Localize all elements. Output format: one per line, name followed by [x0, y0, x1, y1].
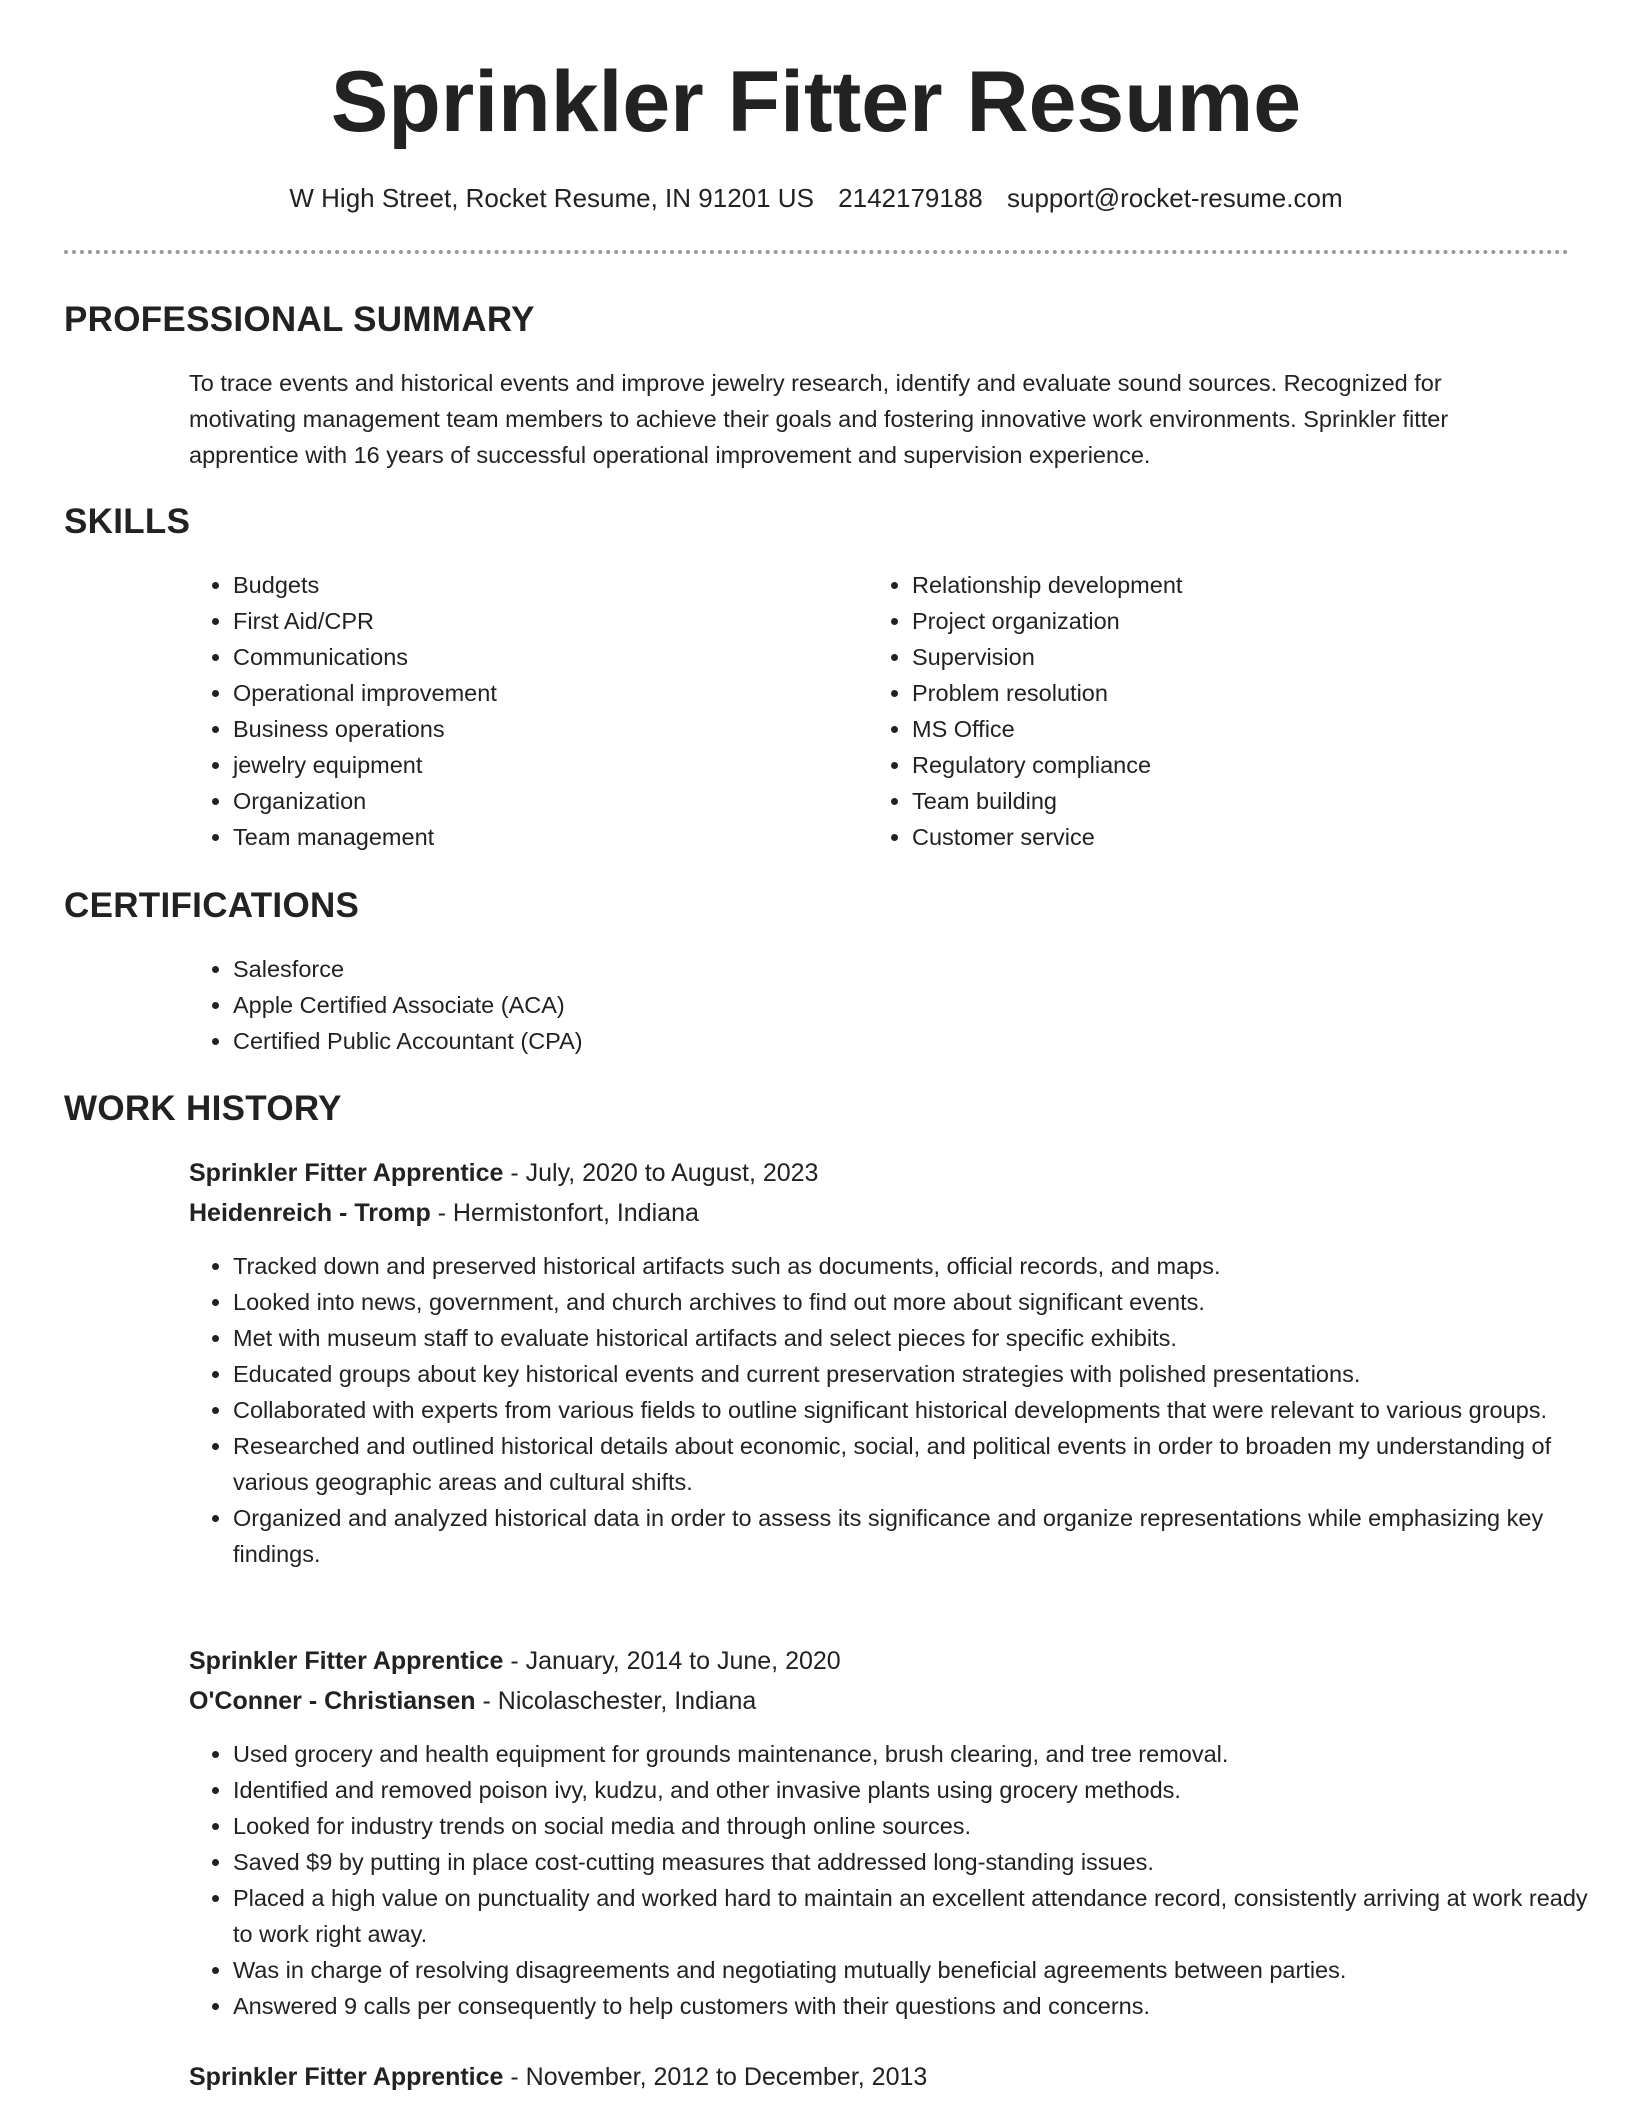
job-dates: - November, 2012 to December, 2013: [503, 2063, 928, 2091]
skills-heading: SKILLS: [64, 502, 191, 541]
contact-address: W High Street, Rocket Resume, IN 91201 US: [289, 183, 814, 213]
job-dates: - July, 2020 to August, 2023: [503, 1159, 819, 1187]
skill-item: • Budgets: [233, 567, 833, 603]
job-title: Sprinkler Fitter Apprentice: [189, 1159, 504, 1187]
skill-item: • Team building: [912, 783, 1512, 819]
job-bullet: • Used grocery and health equipment for grounds maintenance, brush clearing, and tree removal.: [233, 1736, 1603, 1772]
contact-phone: 2142179188: [838, 183, 983, 213]
job-bullets: [190, 1736, 1603, 2024]
job-company-line: [189, 1193, 699, 1233]
job-bullet: • Educated groups about key historical events and current preservation strategies with polished presentations.: [233, 1356, 1603, 1392]
skill-item: • Business operations: [233, 711, 833, 747]
job-bullet: • Saved $9 by putting in place cost-cutting measures that addressed long-standing issues.: [233, 1844, 1603, 1880]
work-history-heading: WORK HISTORY: [64, 1089, 342, 1128]
skill-item: • jewelry equipment: [233, 747, 833, 783]
job-title: Sprinkler Fitter Apprentice: [189, 1647, 504, 1675]
job-company: Heidenreich - Tromp: [189, 1199, 431, 1227]
job-bullet: • Tracked down and preserved historical artifacts such as documents, official records, and maps.: [233, 1248, 1603, 1284]
job-title-line: [189, 2057, 927, 2097]
skill-item: • Customer service: [912, 819, 1512, 855]
certification-item: • Certified Public Accountant (CPA): [233, 1023, 1533, 1059]
summary-heading: PROFESSIONAL SUMMARY: [64, 300, 535, 339]
job-bullet: • Met with museum staff to evaluate historical artifacts and select pieces for specific exhibits.: [233, 1320, 1603, 1356]
contact-email: support@rocket-resume.com: [1007, 183, 1343, 213]
certification-item: • Apple Certified Associate (ACA): [233, 987, 1533, 1023]
skill-item: • Relationship development: [912, 567, 1512, 603]
job-bullet: • Looked into news, government, and church archives to find out more about significant events.: [233, 1284, 1603, 1320]
skill-item: • MS Office: [912, 711, 1512, 747]
skill-item: • Problem resolution: [912, 675, 1512, 711]
certifications-heading: CERTIFICATIONS: [64, 886, 360, 925]
contact-info: [0, 180, 1632, 216]
skill-item: • Operational improvement: [233, 675, 833, 711]
skills-list-left: [190, 567, 833, 855]
certification-item: • Salesforce: [233, 951, 1533, 987]
job-title-line: [189, 1641, 841, 1681]
resume-title: Sprinkler Fitter Resume: [330, 54, 1302, 150]
skill-item: • Team management: [233, 819, 833, 855]
job-bullet: • Collaborated with experts from various fields to outline significant historical developments that were relevant to various groups.: [233, 1392, 1603, 1428]
job-title-line: [189, 1153, 818, 1193]
job-bullet: • Looked for industry trends on social media and through online sources.: [233, 1808, 1603, 1844]
job-dates: - January, 2014 to June, 2020: [503, 1647, 841, 1675]
job-title: Sprinkler Fitter Apprentice: [189, 2063, 504, 2091]
job-location: - Nicolaschester, Indiana: [475, 1687, 757, 1715]
skill-item: • Communications: [233, 639, 833, 675]
skill-item: • Organization: [233, 783, 833, 819]
skill-item: • First Aid/CPR: [233, 603, 833, 639]
job-bullet: • Researched and outlined historical details about economic, social, and political events in order to broaden my understanding of various geographic areas and cultural shifts.: [233, 1428, 1603, 1500]
job-bullet: • Was in charge of resolving disagreements and negotiating mutually beneficial agreements between parties.: [233, 1952, 1603, 1988]
job-bullet: • Placed a high value on punctuality and worked hard to maintain an excellent attendance record, consistently arriving at work ready to work right away.: [233, 1880, 1603, 1952]
skill-item: • Supervision: [912, 639, 1512, 675]
skill-item: • Regulatory compliance: [912, 747, 1512, 783]
skills-list-right: [869, 567, 1512, 855]
job-bullet: • Organized and analyzed historical data in order to assess its significance and organize representations while emphasizing key findings.: [233, 1500, 1603, 1572]
summary-text: To trace events and historical events and improve jewelry research, identify and evaluate sound sources. Recognized for motivating management team members to achieve their goals and fostering innovative work environments. Sprinkler fitter apprentice with 16 years of successful operational improvement and supervision experience.: [189, 370, 1449, 468]
skill-item: • Project organization: [912, 603, 1512, 639]
job-bullet: • Answered 9 calls per consequently to help customers with their questions and concerns.: [233, 1988, 1603, 2024]
job-bullets: [190, 1248, 1603, 1572]
certifications-list: [190, 951, 1533, 1059]
job-company-line: [189, 1681, 756, 1721]
header-divider: [64, 250, 1569, 254]
job-company: O'Conner - Christiansen: [189, 1687, 476, 1715]
job-bullet: • Identified and removed poison ivy, kudzu, and other invasive plants using grocery methods.: [233, 1772, 1603, 1808]
job-location: - Hermistonfort, Indiana: [430, 1199, 699, 1227]
